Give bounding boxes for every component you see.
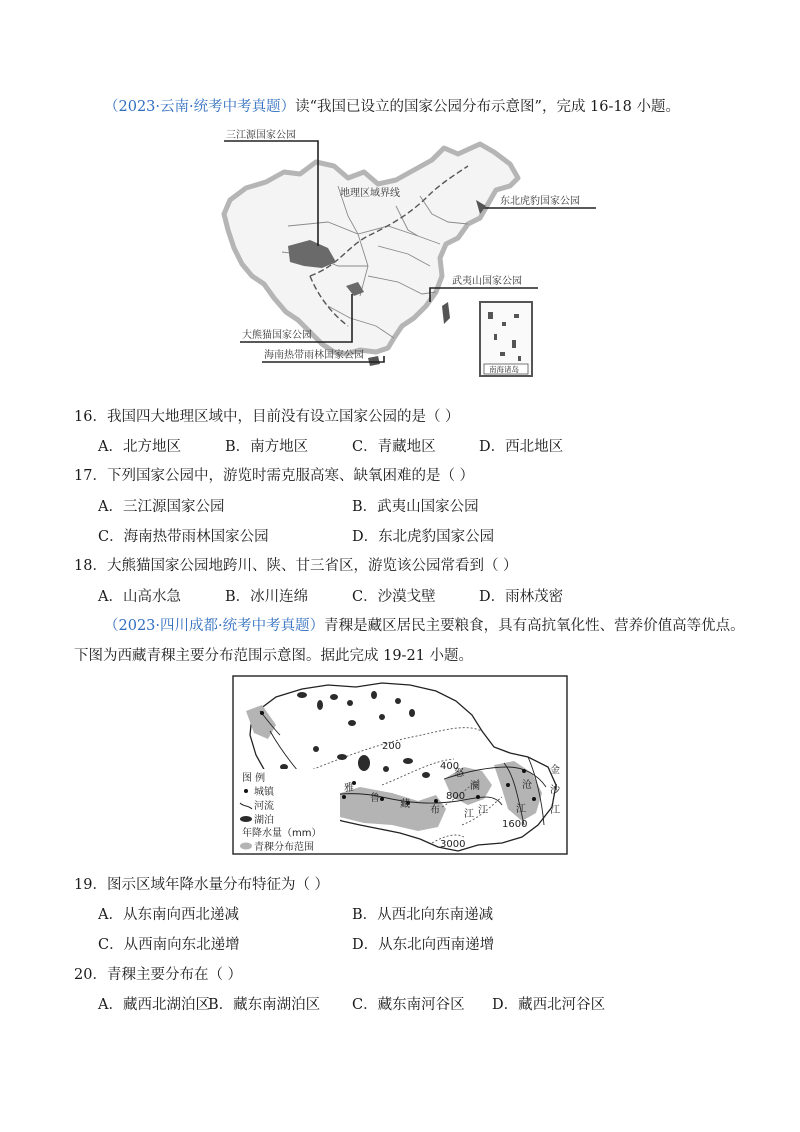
isohyet-label-800: 800 [446, 791, 466, 802]
question-intro-text-2a: 青稞是藏区居民主要粮食，具有高抗氧化性、营养价值高等优点。 [324, 618, 745, 634]
label-wuyi: 武夷山国家公园 [452, 276, 522, 287]
leader-wuyi [430, 288, 538, 302]
q16-option-a[interactable]: A．北方地区 [98, 439, 181, 455]
q19-option-c[interactable]: C．从西南向东北递增 [98, 937, 240, 953]
legend-lake: 湖泊 [254, 815, 274, 826]
river-nujiang-2: 江 [478, 805, 488, 816]
question-intro-1 [104, 97, 680, 117]
river-yarlung-2: 鲁 [370, 793, 380, 804]
label-boundary: 地理区域界线 [340, 188, 400, 199]
river-yarlung-1: 雅 [344, 783, 354, 794]
q20-option-a[interactable]: A．藏西北湖泊区 [98, 997, 210, 1013]
q20-option-d[interactable]: D．藏西北河谷区 [492, 997, 606, 1013]
isohyet-label-3000: 3000 [440, 839, 466, 850]
q16-option-c[interactable]: C．青藏地区 [352, 439, 436, 455]
q18-option-d[interactable]: D．雨林茂密 [479, 589, 564, 605]
question-source-2: （2023·四川成都·统考中考真题） [104, 618, 325, 634]
q19-option-b[interactable]: B．从西北向东南递减 [352, 907, 494, 923]
q20-stem: 20．青稞主要分布在（ ） [74, 967, 243, 983]
river-lancang-2: 沧 [522, 780, 532, 791]
q20-option-b[interactable]: B．藏东南湖泊区 [208, 997, 321, 1013]
legend-barley: 青稞分布范围 [254, 842, 314, 853]
river-yarlung-3: 藏 [400, 799, 410, 810]
question-intro-text-2b: 下图为西藏青稞主要分布范围示意图。据此完成 19-21 小题。 [74, 648, 474, 664]
q18-option-b[interactable]: B．冰川连绵 [225, 589, 309, 605]
label-tiger: 东北虎豹国家公园 [500, 196, 580, 207]
river-jinsha-1: 金 [550, 765, 560, 776]
label-nanhai: 南海诸岛 [489, 365, 519, 374]
river-lancang-3: 江 [516, 804, 526, 815]
legend-precip: 年降水量（mm） [242, 828, 322, 839]
question-intro-text-1: 读“我国已设立的国家公园分布示意图”，完成 16-18 小题。 [295, 99, 680, 115]
barley-map [232, 675, 568, 861]
isohyet-label-400: 400 [440, 761, 460, 772]
q19-option-d[interactable]: D．从东北向西南递增 [352, 937, 495, 953]
q17-option-d[interactable]: D．东北虎豹国家公园 [352, 529, 495, 545]
hainan-island [368, 356, 380, 366]
legend-title: 图 例 [242, 773, 266, 784]
river-yarlung-5: 江 [464, 809, 474, 820]
legend-barley-symbol [240, 843, 252, 850]
china-outline [224, 144, 518, 354]
q16-stem: 16．我国四大地理区域中，目前没有设立国家公园的是（ ） [74, 409, 460, 425]
legend-river: 河流 [254, 801, 274, 812]
q17-option-a[interactable]: A．三江源国家公园 [98, 499, 225, 515]
taiwan-island [442, 302, 450, 324]
river-yarlung-4: 布 [430, 805, 440, 816]
label-hainan: 海南热带雨林国家公园 [264, 350, 364, 361]
river-jinsha-2: 沙 [550, 785, 560, 796]
q20-option-c[interactable]: C．藏东南河谷区 [352, 997, 465, 1013]
q18-option-c[interactable]: C．沙漠戈壁 [352, 589, 436, 605]
label-panda: 大熊猫国家公园 [242, 330, 312, 341]
legend-lake-symbol [240, 816, 252, 822]
national-park-map [218, 126, 598, 388]
q18-option-a[interactable]: A．山高水急 [98, 589, 181, 605]
river-jinsha-3: 江 [550, 805, 560, 816]
q17-option-c[interactable]: C．海南热带雨林国家公园 [98, 529, 269, 545]
question-source-1: （2023·云南·统考中考真题） [104, 99, 296, 115]
legend-town-symbol [244, 789, 248, 793]
q19-stem: 19．图示区域年降水量分布特征为（ ） [74, 877, 330, 893]
isohyet-label-1600: 1600 [502, 819, 528, 830]
legend-town: 城镇 [254, 787, 274, 798]
q16-option-b[interactable]: B．南方地区 [225, 439, 309, 455]
question-intro-2 [104, 616, 745, 636]
q17-stem: 17．下列国家公园中，游览时需克服高寒、缺氧困难的是（ ） [74, 468, 475, 484]
q17-option-b[interactable]: B．武夷山国家公园 [352, 499, 479, 515]
river-nujiang-1: 怒 [454, 768, 464, 779]
q19-option-a[interactable]: A．从东南向西北递减 [98, 907, 239, 923]
river-lancang-1: 澜 [470, 781, 480, 792]
q18-stem: 18．大熊猫国家公园地跨川、陕、甘三省区，游览该公园常看到（ ） [74, 558, 518, 574]
q16-option-d[interactable]: D．西北地区 [479, 439, 564, 455]
label-sanjiangyuan: 三江源国家公园 [226, 130, 296, 141]
isohyet-label-200: 200 [382, 741, 402, 752]
